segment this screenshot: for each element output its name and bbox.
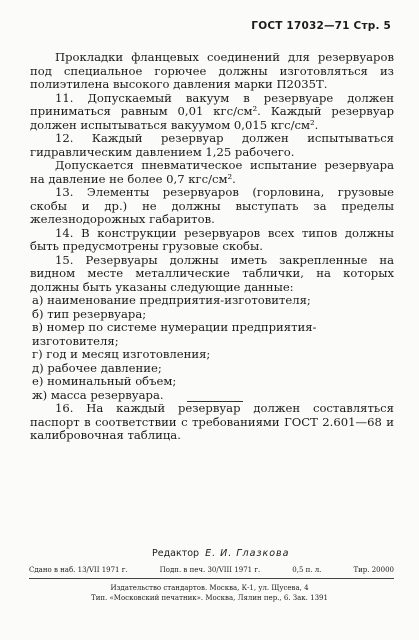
editor-credit (152, 548, 289, 559)
editor-name: Е. И. Глазкова (205, 548, 290, 559)
paragraph: 11. Допускаемый вакуум в резервуаре должен приниматься равным 0,01 кгс/см². Каждый резервуар должен испытываться вакуумом 0,015 кгс/см². (30, 90, 394, 132)
paragraph: Прокладки фланцевых соединений для резервуаров под специальное горючее должны изготовляться из полиэтилена высокого давления марки П2035Т. (30, 50, 394, 91)
imprint-line (29, 566, 394, 574)
list-item: д) рабочее давление; (32, 360, 162, 375)
imprint-circulation: Тир. 20000 (353, 566, 394, 574)
list-item: е) номинальный объем; (32, 374, 177, 388)
paragraph: 13. Элементы резервуаров (горловина, грузовые скобы и др.) не должны выступать за пределы железнодорожных габаритов. (30, 185, 394, 226)
page-header: ГОСТ 17032—71 Стр. 5 (251, 20, 391, 32)
paragraph: 12. Каждый резервуар должен испытываться гидравлическим давлением 1,25 рабочего. (30, 131, 394, 159)
document-body (30, 51, 394, 443)
publisher-line: Издательство стандартов. Москва, К-1, ул. Щусева, 4 (110, 584, 309, 592)
list-item: а) наименование предприятия-изготовителя; (32, 293, 311, 307)
end-of-text-rule (187, 401, 243, 402)
list-item: ж) масса резервуара. (32, 387, 164, 402)
editor-label: Редактор (152, 548, 200, 559)
imprint-sheets: 0,5 п. л. (292, 566, 322, 574)
paragraph: 15. Резервуары должны иметь закрепленные на видном месте металлические таблички, на которых должны быть указаны следующие данные: (30, 252, 394, 294)
list-item: в) номер по системе нумерации предприятия-изготовителя; (32, 320, 317, 348)
list-item: г) год и месяц изготовления; (32, 347, 211, 361)
paragraph: 16. На каждый резервуар должен составляться паспорт в соответствии с требованиями ГОСТ 2.601—68 и калибровочная таблица. (30, 401, 394, 442)
list-item: б) тип резервуара; (32, 306, 147, 321)
imprint-typeset-date: Сдано в наб. 13/VII 1971 г. (29, 566, 128, 574)
footer-divider (29, 578, 394, 579)
imprint-print-date: Подп. в печ. 30/VIII 1971 г. (159, 566, 261, 574)
printer-line: Тип. «Московский печатник». Москва, Лялин пер., 6. Зак. 1391 (91, 594, 328, 602)
paragraph: Допускается пневматическое испытание резервуара на давление не более 0,7 кгс/см². (30, 158, 394, 186)
paragraph: 14. В конструкции резервуаров всех типов должны быть предусмотрены грузовые скобы. (30, 225, 394, 253)
